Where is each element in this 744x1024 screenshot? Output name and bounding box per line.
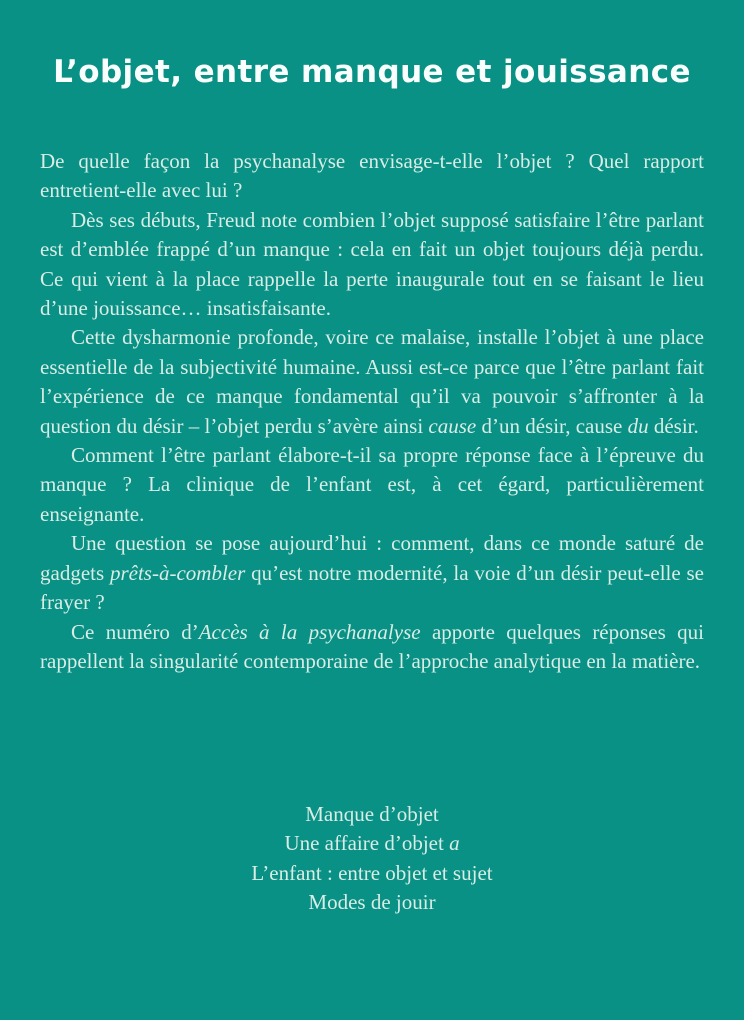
paragraph-text: Comment l’être parlant élabore-t-il sa propre réponse face à l’épreuve du manque ? La clinique de l’enfant est, à cet égard, particulièrement enseignante. [40, 443, 704, 526]
page-title: L’objet, entre manque et jouissance [53, 54, 691, 90]
paragraph-text: Ce numéro d’ [71, 619, 199, 644]
paragraph-text: Cette dysharmonie profonde, voire ce malaise, installe l’objet à une place essentielle de la subjectivité humaine. Aussi est-ce parce que l’être parlant fait l’expérience de ce manque fondamental qu’il va pouvoir s’affronter à la question du désir – l’objet perdu s’avère ainsi [40, 325, 704, 438]
paragraph-text: De quelle façon la psychanalyse envisage-t-elle l’objet ? Quel rapport entretient-elle avec lui ? [40, 149, 704, 203]
paragraph-2 [40, 206, 704, 324]
toc-item [0, 859, 744, 888]
paragraph-6 [40, 618, 704, 677]
body-text-block [40, 147, 704, 676]
paragraph-text: Dès ses débuts, Freud note combien l’objet supposé satisfaire l’être parlant est d’emblée frappé d’un manque : cela en fait un objet toujours déjà perdu. Ce qui vient à la place rappelle la perte inaugurale tout en se faisant le lieu d’une jouissance… insatisfaisante. [40, 207, 704, 321]
italic-term-prets-a-combler: prêts-à-combler [109, 560, 246, 585]
italic-term-cause: cause [428, 413, 477, 438]
toc-item-label: L’enfant : entre objet et sujet [251, 860, 493, 885]
italic-term-du: du [627, 413, 649, 438]
toc-item [0, 800, 744, 829]
section-list [0, 800, 744, 918]
journal-title-italic: Accès à la psychanalyse [198, 619, 421, 644]
paragraph-text: apporte quelques réponses qui rappellent la singularité contemporaine de l’approche analytique en la matière. [40, 619, 704, 673]
paragraph-5 [40, 529, 704, 617]
paragraph-text: Une question se pose aujourd’hui : comment, dans ce monde saturé de gadgets [40, 531, 704, 585]
toc-item-label: Manque d’objet [305, 802, 439, 826]
paragraph-4 [40, 441, 704, 529]
object-a-italic: a [449, 831, 460, 856]
toc-item [0, 888, 744, 917]
toc-item-label: Modes de jouir [308, 890, 436, 915]
paragraph-text: qu’est notre modernité, la voie d’un désir peut-elle se frayer ? [40, 560, 704, 615]
paragraph-text: désir. [648, 413, 699, 438]
toc-item-label: Une affaire d’objet [284, 831, 450, 856]
paragraph-1 [40, 147, 704, 206]
paragraph-text: d’un désir, cause [476, 413, 628, 438]
paragraph-3 [40, 323, 704, 441]
page-bottom-edge [0, 1020, 744, 1024]
toc-item [0, 829, 744, 858]
